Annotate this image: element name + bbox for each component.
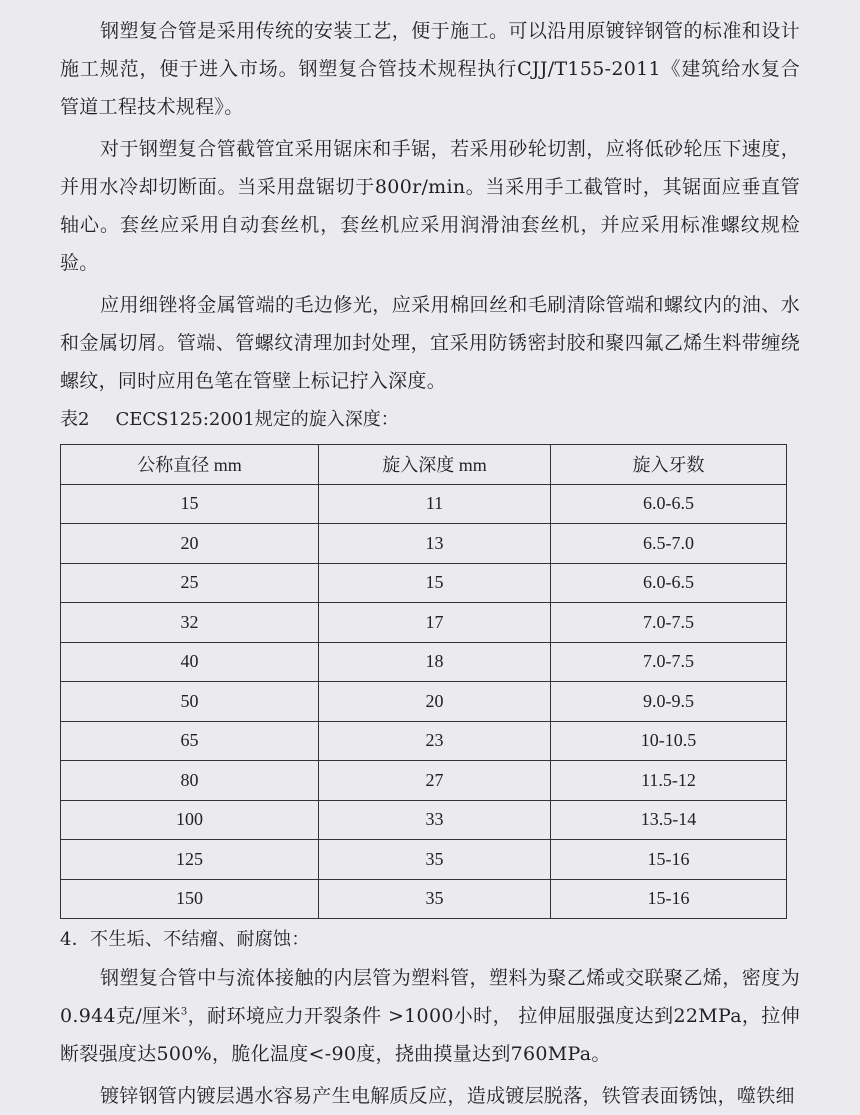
table-cell: 150 xyxy=(61,879,319,919)
table-cell: 35 xyxy=(319,840,551,880)
table-title: CECS125:2001规定的旋入深度： xyxy=(115,409,399,430)
table-cell: 27 xyxy=(319,761,551,801)
table-cell: 13.5-14 xyxy=(551,800,787,840)
table-row xyxy=(61,524,787,564)
table-cell: 11.5-12 xyxy=(551,761,787,801)
table-cell: 50 xyxy=(61,682,319,722)
table-cell: 65 xyxy=(61,721,319,761)
header-nominal-diameter: 公称直径 mm xyxy=(61,445,319,485)
table-number: 表2 xyxy=(60,409,90,430)
paragraph-5: 镀锌钢管内镀层遇水容易产生电解质反应，造成镀层脱落，铁管表面锈蚀，噬铁细 xyxy=(100,1085,795,1107)
paragraph-4-part2: ，耐环境应力开裂条件 >1000小时， 拉伸屈服强度达到22MPa，拉伸断裂强度达500%，脆化温度<-90度，挠曲摸量达到760MPa。 xyxy=(60,1005,800,1065)
table-cell: 15-16 xyxy=(551,840,787,880)
table-cell: 10-10.5 xyxy=(551,721,787,761)
table-cell: 7.0-7.5 xyxy=(551,642,787,682)
table-cell: 35 xyxy=(319,879,551,919)
table-cell: 25 xyxy=(61,563,319,603)
table-cell: 6.5-7.0 xyxy=(551,524,787,564)
table-row xyxy=(61,879,787,919)
table-cell: 9.0-9.5 xyxy=(551,682,787,722)
table-cell: 33 xyxy=(319,800,551,840)
table-cell: 20 xyxy=(319,682,551,722)
table-cell: 6.0-6.5 xyxy=(551,563,787,603)
paragraph-4 xyxy=(60,959,800,1073)
thread-depth-table xyxy=(60,444,787,919)
paragraph-1: 钢塑复合管是采用传统的安装工艺，便于施工。可以沿用原镀锌钢管的标准和设计施工规范，便于进入市场。钢塑复合管技术规程执行CJJ/T155-2011《建筑给水复合管道工程技术规程》。 xyxy=(60,20,800,118)
table-row xyxy=(61,484,787,524)
table-row xyxy=(61,800,787,840)
table-caption xyxy=(60,404,800,436)
paragraph-4-part1: 钢塑复合管中与流体接触的内层管为塑料管，塑料为聚乙烯或交联聚乙烯，密度为0.944克/厘米 xyxy=(60,967,800,1027)
header-thread-depth: 旋入深度 mm xyxy=(319,445,551,485)
table-row xyxy=(61,721,787,761)
table-cell: 15 xyxy=(61,484,319,524)
table-header-row xyxy=(61,445,787,485)
table-cell: 125 xyxy=(61,840,319,880)
table-row xyxy=(61,761,787,801)
table-cell: 13 xyxy=(319,524,551,564)
table-cell: 100 xyxy=(61,800,319,840)
table-cell: 23 xyxy=(319,721,551,761)
table-cell: 11 xyxy=(319,484,551,524)
table-cell: 32 xyxy=(61,603,319,643)
table-row xyxy=(61,563,787,603)
table-cell: 15-16 xyxy=(551,879,787,919)
table-cell: 17 xyxy=(319,603,551,643)
table-cell: 15 xyxy=(319,563,551,603)
superscript-exponent: 3 xyxy=(180,1006,188,1018)
table-row xyxy=(61,840,787,880)
table-row xyxy=(61,603,787,643)
table-cell: 80 xyxy=(61,761,319,801)
table-cell: 20 xyxy=(61,524,319,564)
header-thread-count: 旋入牙数 xyxy=(551,445,787,485)
table-row xyxy=(61,642,787,682)
table-cell: 18 xyxy=(319,642,551,682)
table-row xyxy=(61,682,787,722)
paragraph-2: 对于钢塑复合管截管宜采用锯床和手锯，若采用砂轮切割，应将低砂轮压下速度，并用水冷却切断面。当采用盘锯切于800r/min。当采用手工截管时，其锯面应垂直管轴心。套丝应采用自动套丝机，套丝机应采用润滑油套丝机，并应采用标准螺纹规检验。 xyxy=(60,138,800,274)
table-cell: 6.0-6.5 xyxy=(551,484,787,524)
section-heading: 4．不生垢、不结瘤、耐腐蚀： xyxy=(60,929,310,950)
paragraph-3: 应用细锉将金属管端的毛边修光，应采用棉回丝和毛刷清除管端和螺纹内的油、水和金属切屑。管端、管螺纹清理加封处理，宜采用防锈密封胶和聚四氟乙烯生料带缠绕螺纹，同时应用色笔在管壁上标记拧入深度。 xyxy=(60,294,800,392)
table-cell: 40 xyxy=(61,642,319,682)
table-cell: 7.0-7.5 xyxy=(551,603,787,643)
